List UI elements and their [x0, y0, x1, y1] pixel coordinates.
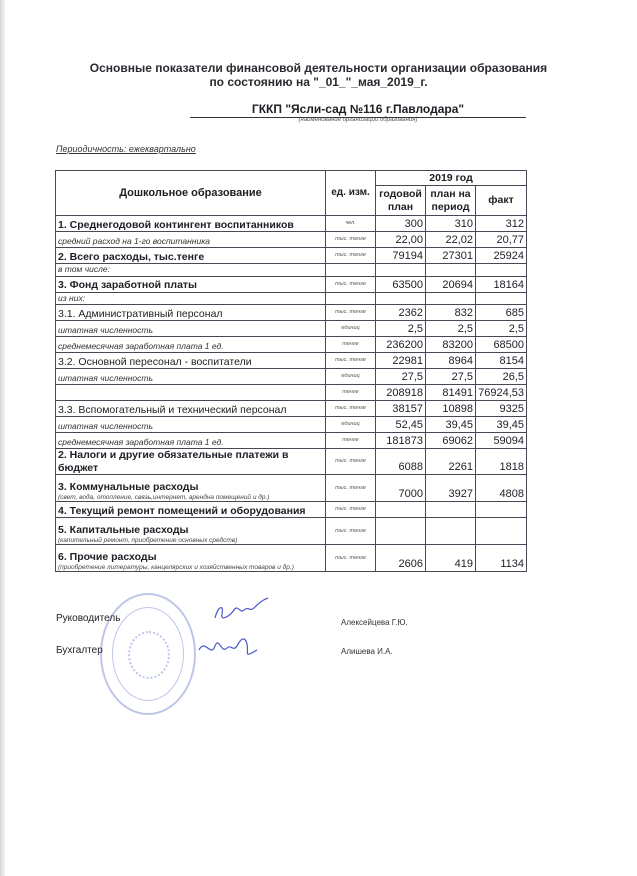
document-date: по состоянию на "_01_"_мая_2019_г.: [209, 75, 428, 89]
cell-annual-plan: 6088: [376, 449, 426, 475]
table-row: [56, 276, 527, 292]
cell-fact: 9325: [476, 401, 527, 417]
cell-fact: [476, 264, 527, 277]
table-row: [56, 518, 527, 545]
row-label: [56, 305, 326, 321]
director-label: Руководитель: [56, 613, 121, 624]
header-annual-plan: годовой план: [376, 186, 426, 216]
cell-annual-plan: 300: [376, 216, 426, 232]
row-label: [56, 321, 326, 337]
cell-fact: 39,45: [476, 417, 527, 433]
row-label: [56, 248, 326, 264]
cell-annual-plan: 22981: [376, 353, 426, 369]
scan-edge: [0, 0, 5, 876]
row-label-text: 3.3. Вспомогательный и технический персонал: [58, 403, 287, 416]
row-label-text: 3.1. Административный персонал: [58, 307, 223, 320]
cell-fact: 26,5: [476, 369, 527, 385]
row-label-text: штатная численность: [58, 372, 153, 383]
row-label-text: штатная численность: [58, 420, 153, 431]
row-label: [56, 369, 326, 385]
row-unit: тенге: [326, 385, 376, 401]
table-row: [56, 353, 527, 369]
row-label: [56, 475, 326, 502]
row-unit: единиц: [326, 321, 376, 337]
row-unit: единиц: [326, 369, 376, 385]
table-row: [56, 545, 527, 572]
table-row: [56, 417, 527, 433]
cell-period-plan: [426, 518, 476, 545]
cell-period-plan: 22,02: [426, 232, 476, 248]
cell-annual-plan: 52,45: [376, 417, 426, 433]
row-unit: тыс. тенге: [326, 449, 376, 475]
cell-period-plan: 83200: [426, 337, 476, 353]
row-label: [56, 545, 326, 572]
table-row: [56, 232, 527, 248]
header-unit: ед. изм.: [326, 171, 376, 216]
cell-annual-plan: [376, 264, 426, 277]
header-category: Дошкольное образование: [56, 171, 326, 216]
row-label: [56, 353, 326, 369]
cell-annual-plan: 27,5: [376, 369, 426, 385]
table-row: [56, 264, 527, 277]
row-unit: тыс. тенге: [326, 232, 376, 248]
cell-fact: 25924: [476, 248, 527, 264]
cell-annual-plan: 22,00: [376, 232, 426, 248]
cell-period-plan: 310: [426, 216, 476, 232]
row-label-text: из них:: [58, 292, 86, 303]
row-label-text: 1. Среднегодовой контингент воспитанников: [58, 218, 294, 231]
row-label-text: среднемесячная заработная плата 1 ед.: [58, 340, 224, 351]
cell-annual-plan: 181873: [376, 433, 426, 449]
table-row: [56, 433, 527, 449]
table-row: [56, 216, 527, 232]
row-label-text: 5. Капитальные расходы: [58, 524, 189, 537]
cell-annual-plan: 2606: [376, 545, 426, 572]
row-label: [56, 385, 326, 401]
cell-period-plan: 69062: [426, 433, 476, 449]
cell-period-plan: 39,45: [426, 417, 476, 433]
row-label: [56, 433, 326, 449]
cell-fact: 18164: [476, 276, 527, 292]
row-label-text: 3. Коммунальные расходы: [58, 481, 199, 494]
director-signature-icon: [210, 596, 270, 628]
cell-period-plan: 27301: [426, 248, 476, 264]
director-name: Алексейцева Г.Ю.: [341, 618, 408, 627]
header-year: 2019 год: [376, 171, 527, 186]
organization-caption: (наименование организации образования): [298, 117, 418, 123]
financial-table: [55, 170, 527, 572]
row-unit: тенге: [326, 433, 376, 449]
official-stamp: [100, 593, 196, 715]
row-label: [56, 449, 326, 475]
cell-annual-plan: [376, 518, 426, 545]
cell-annual-plan: 2362: [376, 305, 426, 321]
cell-fact: 8154: [476, 353, 527, 369]
cell-annual-plan: 2,5: [376, 321, 426, 337]
cell-fact: [476, 292, 527, 305]
cell-fact: [476, 518, 527, 545]
cell-period-plan: 81491: [426, 385, 476, 401]
row-unit: тыс. тенге: [326, 305, 376, 321]
table-row: [56, 305, 527, 321]
document-title: Основные показатели финансовой деятельности организации образования: [89, 61, 548, 75]
row-unit: [326, 292, 376, 305]
row-label-text: 6. Прочие расходы: [58, 551, 157, 564]
cell-period-plan: 3927: [426, 475, 476, 502]
cell-period-plan: 8964: [426, 353, 476, 369]
table-row: [56, 321, 527, 337]
table-row: [56, 337, 527, 353]
cell-period-plan: 27,5: [426, 369, 476, 385]
table-row: [56, 449, 527, 475]
row-label: [56, 337, 326, 353]
table-row: [56, 475, 527, 502]
cell-fact: 59094: [476, 433, 527, 449]
cell-annual-plan: 208918: [376, 385, 426, 401]
row-label: [56, 401, 326, 417]
row-label: [56, 417, 326, 433]
table-row: [56, 401, 527, 417]
row-label-text: в том числе:: [58, 264, 110, 274]
cell-fact: [476, 502, 527, 518]
periodicity: Периодичность: ежеквартально: [56, 144, 196, 154]
row-label-text: 2. Всего расходы, тыс.тенге: [58, 250, 205, 263]
cell-fact: 1818: [476, 449, 527, 475]
cell-period-plan: [426, 502, 476, 518]
row-label: [56, 518, 326, 545]
row-label: [56, 292, 326, 305]
cell-period-plan: 2,5: [426, 321, 476, 337]
table-row: [56, 292, 527, 305]
accountant-signature-icon: [195, 632, 265, 664]
cell-annual-plan: 63500: [376, 276, 426, 292]
row-label-text: средний расход на 1-го воспитанника: [58, 235, 210, 246]
row-unit: тыс. тенге: [326, 502, 376, 518]
row-unit: единиц: [326, 417, 376, 433]
table-row: [56, 248, 527, 264]
cell-annual-plan: 38157: [376, 401, 426, 417]
header-fact: факт: [476, 186, 527, 216]
row-unit: чел.: [326, 216, 376, 232]
row-sublabel: (свет, вода, отопление, связь,интернет, арендна помещений и др.): [58, 493, 270, 501]
accountant-label: Бухгалтер: [56, 645, 103, 656]
cell-period-plan: 10898: [426, 401, 476, 417]
table-row: [56, 385, 527, 401]
cell-annual-plan: [376, 292, 426, 305]
row-label-text: 3.2. Основной пересонал - воспитатели: [58, 355, 252, 368]
table-row: [56, 369, 527, 385]
row-sublabel: (приобретение литературы, канцелярских и хозяйственных товаров и др.): [58, 563, 294, 571]
cell-fact: 685: [476, 305, 527, 321]
row-label: [56, 502, 326, 518]
cell-period-plan: [426, 264, 476, 277]
cell-fact: 68500: [476, 337, 527, 353]
row-unit: тыс. тенге: [326, 401, 376, 417]
row-unit: тыс. тенге: [326, 353, 376, 369]
row-label: [56, 216, 326, 232]
cell-annual-plan: 79194: [376, 248, 426, 264]
cell-fact: 76924,53: [476, 385, 527, 401]
row-unit: [326, 264, 376, 277]
row-label: [56, 264, 326, 277]
cell-fact: 4808: [476, 475, 527, 502]
row-label: [56, 232, 326, 248]
cell-fact: 2,5: [476, 321, 527, 337]
row-unit: тенге: [326, 337, 376, 353]
emblem-icon: [128, 631, 170, 679]
row-label-text: среднемесячная заработная плата 1 ед.: [58, 436, 224, 447]
row-label: [56, 276, 326, 292]
row-label-text: 2. Налоги и другие обязательные платежи в бюджет: [58, 449, 289, 474]
row-unit: тыс. тенге: [326, 248, 376, 264]
row-label-text: 4. Текущий ремонт помещений и оборудования: [58, 504, 306, 517]
cell-period-plan: [426, 292, 476, 305]
accountant-name: Алишева И.А.: [341, 647, 393, 656]
cell-period-plan: 20694: [426, 276, 476, 292]
row-unit: тыс. тенге: [326, 518, 376, 545]
cell-annual-plan: [376, 502, 426, 518]
row-label-text: штатная численность: [58, 324, 153, 335]
cell-period-plan: 419: [426, 545, 476, 572]
cell-period-plan: 2261: [426, 449, 476, 475]
cell-fact: 312: [476, 216, 527, 232]
row-sublabel: (капительный ремонт, приобретение основных средств): [58, 536, 238, 544]
row-unit: тыс. тенге: [326, 276, 376, 292]
cell-period-plan: 832: [426, 305, 476, 321]
row-unit: тыс. тенге: [326, 545, 376, 572]
organization-name: ГККП "Ясли-сад №116 г.Павлодара": [190, 102, 526, 118]
row-unit: тыс. тенге: [326, 475, 376, 502]
cell-annual-plan: 7000: [376, 475, 426, 502]
cell-annual-plan: 236200: [376, 337, 426, 353]
row-label-text: 3. Фонд заработной платы: [58, 279, 198, 291]
cell-fact: 1134: [476, 545, 527, 572]
table-row: [56, 502, 527, 518]
cell-fact: 20,77: [476, 232, 527, 248]
header-period-plan: план на период: [426, 186, 476, 216]
